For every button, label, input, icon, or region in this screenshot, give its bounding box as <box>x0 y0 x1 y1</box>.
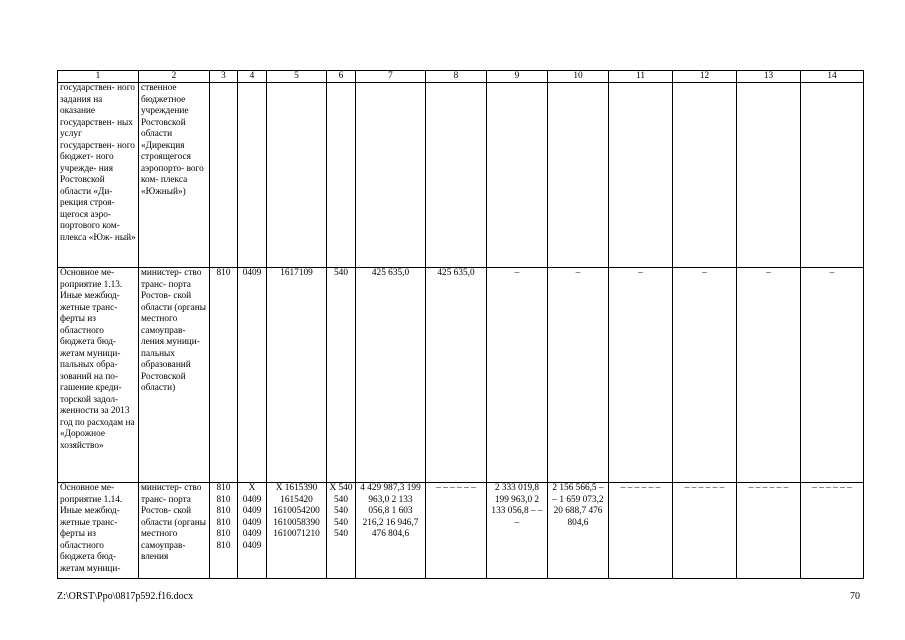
empty-cell <box>210 83 238 268</box>
value-cell: – <box>737 268 801 483</box>
activity-name-cell: Основное ме- роприятие 1.13. Иные межбюд- жетные транс- ферты из областного бюджета бюд- жетам муници- пальных обра- зований на по- гашение креди- торской задол- женности за 2013 год по расходам на «Дорожное хозяйство» <box>58 268 139 483</box>
value-cell: – – – – – – <box>801 483 864 579</box>
value-cell: 2 333 019,8 199 963,0 2 133 056,8 – – – <box>487 483 548 579</box>
value-cell: – <box>609 268 673 483</box>
executor-cell: министер- ство транс- порта Ростов- ской области (органы местного самоуправ- ления муници- пальных образований Ростовской области) <box>139 268 210 483</box>
csr-cell: X 1615390 1615420 1610054200 1610058390 1610071210 <box>267 483 327 579</box>
empty-cell <box>426 83 487 268</box>
empty-cell <box>487 83 548 268</box>
total-cell: 4 429 987,3 199 963,0 2 133 056,8 1 603 216,2 16 946,7 476 804,6 <box>356 483 426 579</box>
empty-cell <box>548 83 609 268</box>
activity-name-cell: Основное ме- роприятие 1.14. Иные межбюд- жетные транс- ферты из областного бюджета бюд- жетам муници- <box>58 483 139 579</box>
activity-name-cell: государствен- ного задания на оказание государствен- ных услуг государствен- ного бюджет- ного учрежде- ния Ростовской области «Ди- рекция строя- щегося аэро- портового ком- плекса «Юж- ный» <box>58 83 139 268</box>
vr-cell: 540 <box>327 268 356 483</box>
vr-cell: X 540 540 540 540 540 <box>327 483 356 579</box>
empty-cell <box>267 83 327 268</box>
value-cell: – – – – – – <box>609 483 673 579</box>
col-number: 8 <box>426 71 487 83</box>
empty-cell <box>801 83 864 268</box>
col-number: 1 <box>58 71 139 83</box>
rzpr-cell: 0409 <box>238 268 267 483</box>
value-cell: – – – – – – <box>426 483 487 579</box>
grbs-cell: 810 810 810 810 810 810 <box>210 483 238 579</box>
footer-file-path: Z:\ORST\Ppo\0817p592.f16.docx <box>57 591 194 602</box>
value-cell: 425 635,0 <box>426 268 487 483</box>
col-number: 11 <box>609 71 673 83</box>
csr-cell: 1617109 <box>267 268 327 483</box>
empty-cell <box>327 83 356 268</box>
column-number-row <box>58 71 864 83</box>
value-cell: – <box>801 268 864 483</box>
col-number: 4 <box>238 71 267 83</box>
grbs-cell: 810 <box>210 268 238 483</box>
empty-cell <box>737 83 801 268</box>
col-number: 2 <box>139 71 210 83</box>
col-number: 3 <box>210 71 238 83</box>
col-number: 7 <box>356 71 426 83</box>
empty-cell <box>673 83 737 268</box>
table-row <box>58 268 864 483</box>
value-cell: – <box>548 268 609 483</box>
table-row <box>58 483 864 579</box>
executor-cell: ственное бюджетное учреждение Ростовской области «Дирекция строящегося аэропорто- вого ком- плекса «Южный») <box>139 83 210 268</box>
value-cell: – <box>487 268 548 483</box>
col-number: 10 <box>548 71 609 83</box>
empty-cell <box>356 83 426 268</box>
value-cell: 2 156 566,5 – – 1 659 073,2 20 688,7 476 804,6 <box>548 483 609 579</box>
budget-table <box>57 70 864 579</box>
empty-cell <box>609 83 673 268</box>
col-number: 12 <box>673 71 737 83</box>
value-cell: – – – – – – <box>737 483 801 579</box>
table-row <box>58 83 864 268</box>
value-cell: – – – – – – <box>673 483 737 579</box>
rzpr-cell: X 0409 0409 0409 0409 0409 <box>238 483 267 579</box>
col-number: 13 <box>737 71 801 83</box>
col-number: 14 <box>801 71 864 83</box>
col-number: 5 <box>267 71 327 83</box>
page-number: 70 <box>850 591 860 602</box>
executor-cell: министер- ство транс- порта Ростов- ской области (органы местного самоуправ- вления <box>139 483 210 579</box>
empty-cell <box>238 83 267 268</box>
value-cell: – <box>673 268 737 483</box>
col-number: 9 <box>487 71 548 83</box>
total-cell: 425 635,0 <box>356 268 426 483</box>
col-number: 6 <box>327 71 356 83</box>
